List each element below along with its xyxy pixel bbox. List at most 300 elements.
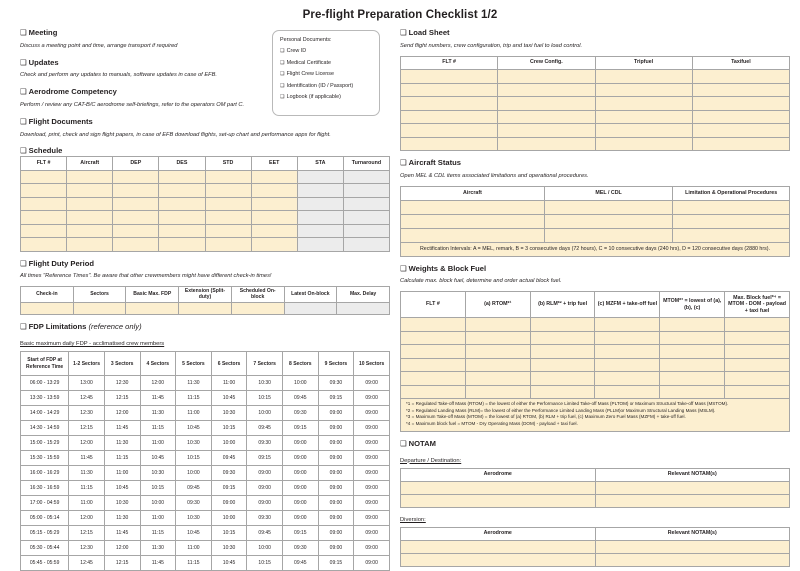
table-cell[interactable] bbox=[401, 200, 545, 214]
load-sheet-table[interactable] bbox=[400, 56, 790, 152]
table-cell: 11:15 bbox=[176, 556, 212, 571]
table-cell[interactable] bbox=[159, 211, 205, 225]
table-cell: 09:00 bbox=[247, 496, 283, 511]
table-cell[interactable] bbox=[660, 358, 725, 372]
table-cell[interactable] bbox=[725, 345, 790, 359]
table-header-row bbox=[21, 352, 390, 376]
column-header: DES bbox=[159, 157, 205, 171]
table-row[interactable] bbox=[401, 372, 790, 386]
table-cell[interactable] bbox=[401, 318, 466, 332]
table-cell[interactable] bbox=[401, 345, 466, 359]
table-cell[interactable] bbox=[692, 124, 789, 138]
table-cell: 12:00 bbox=[69, 436, 105, 451]
table-cell[interactable] bbox=[401, 494, 596, 507]
table-cell[interactable] bbox=[595, 124, 692, 138]
section-title: NOTAM bbox=[408, 438, 436, 448]
checkbox-icon[interactable]: ❑ bbox=[20, 116, 27, 126]
table-cell[interactable] bbox=[205, 184, 251, 198]
table-cell[interactable] bbox=[297, 211, 343, 225]
table-cell[interactable] bbox=[401, 137, 498, 151]
notam-departure-table[interactable] bbox=[400, 468, 790, 508]
right-column bbox=[394, 21, 800, 571]
column-header: 4 Sectors bbox=[140, 352, 176, 376]
table-row[interactable] bbox=[21, 211, 390, 225]
personal-document-item[interactable] bbox=[280, 48, 372, 54]
table-cell[interactable] bbox=[465, 345, 530, 359]
table-cell[interactable] bbox=[337, 302, 390, 315]
table-cell: 11:30 bbox=[176, 376, 212, 391]
weights-block-fuel-table[interactable] bbox=[400, 291, 790, 399]
table-cell: 11:00 bbox=[140, 436, 176, 451]
table-cell[interactable] bbox=[401, 83, 498, 97]
section-description-aerodrome-competency: Perform / review any CAT-B/C aerodrome self-briefings, refer to the operators OM part C. bbox=[20, 101, 245, 108]
table-cell[interactable] bbox=[673, 228, 790, 242]
table-row[interactable] bbox=[401, 481, 790, 494]
table-cell: 10:30 bbox=[140, 466, 176, 481]
table-cell[interactable] bbox=[113, 184, 159, 198]
table-row[interactable] bbox=[21, 238, 390, 252]
flight-duty-period-table[interactable] bbox=[20, 286, 390, 315]
section-description-flight-documents: Download, print, check and sign flight papers, in case of EFB download flights, set-up chart and performance apps for flight. bbox=[20, 131, 331, 138]
table-cell[interactable] bbox=[401, 70, 498, 84]
table-cell: 12:00 bbox=[104, 541, 140, 556]
table-cell: 09:30 bbox=[283, 406, 319, 421]
fdp-limitations-sub-label: Basic maximum daily FDP - acclimatised crew members bbox=[20, 341, 165, 348]
table-cell[interactable] bbox=[297, 184, 343, 198]
table-cell[interactable] bbox=[401, 228, 545, 242]
checkbox-icon[interactable]: ❑ bbox=[400, 158, 407, 168]
table-cell[interactable] bbox=[67, 184, 113, 198]
table-cell: 12:15 bbox=[104, 556, 140, 571]
column-header: Limitation & Operational Procedures bbox=[673, 186, 790, 200]
column-header: Taxifuel bbox=[692, 56, 789, 70]
table-cell[interactable] bbox=[251, 224, 297, 238]
table-cell: 12:30 bbox=[69, 541, 105, 556]
column-header: FLT # bbox=[21, 157, 67, 171]
table-cell: 10:30 bbox=[176, 436, 212, 451]
table-cell: 11:30 bbox=[140, 541, 176, 556]
table-cell[interactable] bbox=[297, 238, 343, 252]
table-cell[interactable] bbox=[660, 345, 725, 359]
table-cell[interactable] bbox=[595, 345, 660, 359]
table-cell: 11:15 bbox=[140, 526, 176, 541]
table-cell: 11:15 bbox=[176, 391, 212, 406]
table-cell[interactable] bbox=[595, 540, 790, 553]
table-row[interactable] bbox=[401, 318, 790, 332]
table-cell[interactable] bbox=[530, 372, 595, 386]
table-cell[interactable] bbox=[205, 238, 251, 252]
table-row[interactable] bbox=[21, 184, 390, 198]
table-cell[interactable] bbox=[343, 224, 389, 238]
column-header: STA bbox=[297, 157, 343, 171]
column-header: (c) MZFM + take-off fuel bbox=[595, 292, 660, 318]
section-description-meeting: Discuss a meeting point and time, arrange transport if required bbox=[20, 42, 178, 49]
column-header: 1-2 Sectors bbox=[69, 352, 105, 376]
table-cell[interactable] bbox=[401, 124, 498, 138]
table-cell: 10:00 bbox=[247, 406, 283, 421]
table-cell: 11:15 bbox=[140, 421, 176, 436]
table-cell[interactable] bbox=[498, 137, 595, 151]
table-cell[interactable] bbox=[401, 358, 466, 372]
table-cell[interactable] bbox=[401, 331, 466, 345]
table-row[interactable] bbox=[401, 494, 790, 507]
table-cell[interactable] bbox=[530, 331, 595, 345]
table-cell: 09:30 bbox=[176, 496, 212, 511]
table-cell[interactable] bbox=[530, 345, 595, 359]
table-row[interactable] bbox=[401, 331, 790, 345]
checkbox-icon[interactable]: ❑ bbox=[400, 28, 407, 37]
table-cell[interactable] bbox=[205, 170, 251, 184]
table-cell[interactable] bbox=[251, 211, 297, 225]
column-header: Aerodrome bbox=[401, 527, 596, 540]
table-cell[interactable] bbox=[465, 372, 530, 386]
table-cell[interactable] bbox=[725, 318, 790, 332]
checkbox-icon[interactable]: ❑ bbox=[20, 87, 27, 97]
table-cell: 09:00 bbox=[354, 511, 390, 526]
table-cell[interactable] bbox=[498, 124, 595, 138]
table-cell[interactable] bbox=[251, 238, 297, 252]
table-cell: 14:00 - 14:29 bbox=[21, 406, 69, 421]
checkbox-icon[interactable]: ❑ bbox=[280, 71, 285, 77]
table-cell[interactable] bbox=[673, 200, 790, 214]
table-cell: 11:30 bbox=[104, 511, 140, 526]
table-cell[interactable] bbox=[595, 318, 660, 332]
table-row[interactable] bbox=[401, 83, 790, 97]
table-cell[interactable] bbox=[67, 224, 113, 238]
personal-documents-box bbox=[272, 30, 380, 116]
table-cell[interactable] bbox=[498, 70, 595, 84]
footnote-line: *2 = Regulated Landing Mass (RLM)= the lowest of either the Performance Limited Landing Mass (PLLM)or Maximum Structural Landing Mass (MSLM). bbox=[406, 407, 716, 413]
table-cell: 09:00 bbox=[354, 496, 390, 511]
table-header-row bbox=[21, 157, 390, 171]
column-header: Extension (Split-duty) bbox=[179, 287, 232, 303]
table-cell[interactable] bbox=[113, 238, 159, 252]
table-cell[interactable] bbox=[343, 184, 389, 198]
table-cell[interactable] bbox=[343, 238, 389, 252]
table-cell[interactable] bbox=[498, 83, 595, 97]
table-cell[interactable] bbox=[725, 358, 790, 372]
checkbox-icon[interactable]: ❑ bbox=[20, 28, 27, 37]
table-cell[interactable] bbox=[21, 224, 67, 238]
table-cell[interactable] bbox=[595, 83, 692, 97]
table-cell[interactable] bbox=[725, 372, 790, 386]
checkbox-icon[interactable]: ❑ bbox=[20, 258, 27, 268]
table-cell: 15:00 - 15:29 bbox=[21, 436, 69, 451]
table-cell[interactable] bbox=[595, 331, 660, 345]
table-cell[interactable] bbox=[205, 224, 251, 238]
table-cell: 10:00 bbox=[211, 436, 247, 451]
table-cell[interactable] bbox=[401, 553, 596, 566]
table-row[interactable] bbox=[401, 97, 790, 111]
table-cell[interactable] bbox=[113, 197, 159, 211]
table-row[interactable] bbox=[401, 214, 790, 228]
table-cell[interactable] bbox=[660, 372, 725, 386]
column-header: Aerodrome bbox=[401, 468, 596, 481]
table-cell[interactable] bbox=[595, 137, 692, 151]
table-cell: 12:30 bbox=[69, 406, 105, 421]
table-cell[interactable] bbox=[725, 385, 790, 399]
personal-document-label: Medical Certificate bbox=[286, 59, 331, 66]
table-cell[interactable] bbox=[251, 197, 297, 211]
footnote-line: *1 = Regulated Take-off Mass (RTOM) = the lowest of either the Performance Limited Take-off Mass (PLTOM) or Maximum Structural Take-off Mass (MSTOM). bbox=[406, 401, 729, 407]
table-cell: 11:15 bbox=[104, 451, 140, 466]
table-cell[interactable] bbox=[113, 224, 159, 238]
checkbox-icon[interactable]: ❑ bbox=[280, 48, 285, 54]
table-cell: 12:15 bbox=[104, 391, 140, 406]
table-cell[interactable] bbox=[465, 385, 530, 399]
checkbox-icon[interactable]: ❑ bbox=[280, 94, 285, 100]
table-cell[interactable] bbox=[21, 211, 67, 225]
table-cell[interactable] bbox=[401, 540, 596, 553]
table-cell: 11:30 bbox=[104, 436, 140, 451]
table-row[interactable] bbox=[401, 110, 790, 124]
table-row[interactable] bbox=[401, 358, 790, 372]
table-cell: 09:00 bbox=[354, 421, 390, 436]
table-cell[interactable] bbox=[465, 318, 530, 332]
column-header: Turnaround bbox=[343, 157, 389, 171]
column-header: Sectors bbox=[73, 287, 126, 303]
section-title: Schedule bbox=[28, 146, 63, 156]
table-cell[interactable] bbox=[343, 197, 389, 211]
checkbox-icon[interactable]: ❑ bbox=[280, 82, 285, 89]
checkbox-icon[interactable]: ❑ bbox=[280, 59, 285, 66]
table-cell[interactable] bbox=[692, 83, 789, 97]
table-cell: 11:45 bbox=[104, 526, 140, 541]
table-row bbox=[21, 526, 390, 541]
table-cell[interactable] bbox=[21, 238, 67, 252]
table-header-row bbox=[401, 527, 790, 540]
table-row[interactable] bbox=[21, 302, 390, 315]
table-cell[interactable] bbox=[113, 211, 159, 225]
table-cell[interactable] bbox=[67, 238, 113, 252]
page-title: Pre-flight Preparation Checklist 1/2 bbox=[302, 9, 498, 21]
table-cell: 09:00 bbox=[247, 466, 283, 481]
personal-document-label: Flight Crew License bbox=[286, 71, 334, 77]
table-cell: 09:00 bbox=[283, 466, 319, 481]
table-cell[interactable] bbox=[401, 214, 545, 228]
aircraft-status-table[interactable] bbox=[400, 186, 790, 257]
table-cell: 10:15 bbox=[140, 481, 176, 496]
table-cell[interactable] bbox=[159, 238, 205, 252]
table-row[interactable] bbox=[401, 200, 790, 214]
table-row bbox=[21, 556, 390, 571]
table-row[interactable] bbox=[401, 385, 790, 399]
table-cell[interactable] bbox=[595, 358, 660, 372]
table-cell: 09:15 bbox=[318, 391, 354, 406]
footnote-line: *4 = Maximum block fuel = MTOM - Dry Operating Mass (DOM) - payload + taxi fuel. bbox=[406, 421, 578, 427]
table-cell[interactable] bbox=[498, 97, 595, 111]
section-title-note: (reference only) bbox=[88, 322, 142, 332]
table-cell: 05:30 - 05:44 bbox=[21, 541, 69, 556]
table-cell[interactable] bbox=[595, 97, 692, 111]
table-row[interactable] bbox=[21, 197, 390, 211]
table-cell: 05:15 - 05:29 bbox=[21, 526, 69, 541]
table-cell[interactable] bbox=[673, 214, 790, 228]
table-cell: 12:30 bbox=[104, 376, 140, 391]
table-row[interactable] bbox=[401, 137, 790, 151]
notam-diversion-label: Diversion: bbox=[400, 516, 426, 523]
table-cell[interactable] bbox=[595, 494, 790, 507]
section-title: Aerodrome Competency bbox=[28, 87, 117, 97]
table-cell[interactable] bbox=[251, 170, 297, 184]
table-cell[interactable] bbox=[401, 481, 596, 494]
table-row[interactable] bbox=[21, 170, 390, 184]
table-cell[interactable] bbox=[530, 358, 595, 372]
column-header: Max. Block fuel*⁴ = MTOM - DOM - payload + taxi fuel bbox=[725, 292, 790, 318]
table-cell[interactable] bbox=[595, 481, 790, 494]
section-heading-weights-block-fuel bbox=[400, 264, 790, 274]
table-cell[interactable] bbox=[692, 137, 789, 151]
table-cell[interactable] bbox=[401, 110, 498, 124]
table-row[interactable] bbox=[401, 540, 790, 553]
table-cell[interactable] bbox=[595, 110, 692, 124]
personal-document-item[interactable] bbox=[280, 83, 372, 89]
table-cell[interactable] bbox=[595, 70, 692, 84]
table-cell: 11:15 bbox=[69, 481, 105, 496]
table-cell[interactable] bbox=[251, 184, 297, 198]
table-cell[interactable] bbox=[530, 385, 595, 399]
table-cell[interactable] bbox=[544, 214, 672, 228]
table-cell[interactable] bbox=[284, 302, 337, 315]
table-cell: 10:15 bbox=[247, 556, 283, 571]
checkbox-icon[interactable]: ❑ bbox=[20, 322, 27, 332]
notam-departure-label: Departure / Destination: bbox=[400, 457, 462, 464]
table-cell[interactable] bbox=[126, 302, 179, 315]
section-description-flight-duty-period: All times "Reference Times". Be aware that other crewmembers might have different check-in times! bbox=[20, 273, 272, 280]
table-cell[interactable] bbox=[179, 302, 232, 315]
table-cell[interactable] bbox=[113, 170, 159, 184]
column-header: MEL / CDL bbox=[544, 186, 672, 200]
personal-document-item[interactable] bbox=[280, 60, 372, 66]
table-row bbox=[21, 376, 390, 391]
personal-document-item[interactable] bbox=[280, 94, 372, 100]
table-cell[interactable] bbox=[73, 302, 126, 315]
table-cell[interactable] bbox=[660, 385, 725, 399]
table-row[interactable] bbox=[401, 553, 790, 566]
table-cell[interactable] bbox=[498, 110, 595, 124]
table-cell: 12:00 bbox=[69, 511, 105, 526]
table-cell[interactable] bbox=[67, 197, 113, 211]
table-cell[interactable] bbox=[159, 197, 205, 211]
table-cell[interactable] bbox=[297, 170, 343, 184]
fdp-limitations-table[interactable] bbox=[20, 351, 390, 571]
table-cell[interactable] bbox=[205, 211, 251, 225]
table-cell[interactable] bbox=[692, 97, 789, 111]
checkbox-icon[interactable]: ❑ bbox=[400, 438, 407, 448]
column-header: (a) RTOM*¹ bbox=[465, 292, 530, 318]
table-cell: 12:45 bbox=[69, 391, 105, 406]
table-cell: 09:00 bbox=[318, 541, 354, 556]
table-cell[interactable] bbox=[725, 331, 790, 345]
table-cell: 09:15 bbox=[211, 481, 247, 496]
table-cell[interactable] bbox=[595, 372, 660, 386]
table-row bbox=[21, 541, 390, 556]
table-cell[interactable] bbox=[544, 200, 672, 214]
table-cell[interactable] bbox=[159, 224, 205, 238]
checkbox-icon[interactable]: ❑ bbox=[400, 263, 407, 273]
table-cell[interactable] bbox=[401, 97, 498, 111]
table-cell: 12:00 bbox=[140, 376, 176, 391]
table-cell: 09:15 bbox=[247, 451, 283, 466]
table-cell: 09:15 bbox=[283, 526, 319, 541]
table-cell[interactable] bbox=[21, 197, 67, 211]
table-cell: 11:00 bbox=[140, 511, 176, 526]
table-cell: 09:00 bbox=[354, 376, 390, 391]
table-cell[interactable] bbox=[343, 170, 389, 184]
table-cell: 10:45 bbox=[211, 391, 247, 406]
table-cell[interactable] bbox=[67, 211, 113, 225]
table-cell: 10:30 bbox=[104, 496, 140, 511]
table-cell[interactable] bbox=[343, 211, 389, 225]
table-cell[interactable] bbox=[692, 110, 789, 124]
table-cell: 09:00 bbox=[354, 436, 390, 451]
table-cell: 09:30 bbox=[211, 466, 247, 481]
table-cell: 13:30 - 13:59 bbox=[21, 391, 69, 406]
table-cell[interactable] bbox=[159, 170, 205, 184]
table-cell[interactable] bbox=[231, 302, 284, 315]
column-header: Crew Config. bbox=[498, 56, 595, 70]
table-cell[interactable] bbox=[465, 331, 530, 345]
table-row[interactable] bbox=[401, 228, 790, 242]
table-cell: 09:00 bbox=[354, 541, 390, 556]
table-cell[interactable] bbox=[205, 197, 251, 211]
table-cell[interactable] bbox=[595, 385, 660, 399]
table-cell[interactable] bbox=[297, 197, 343, 211]
table-cell: 10:00 bbox=[176, 466, 212, 481]
table-row[interactable] bbox=[21, 224, 390, 238]
table-cell: 13:00 bbox=[69, 376, 105, 391]
table-cell[interactable] bbox=[21, 170, 67, 184]
table-cell[interactable] bbox=[692, 70, 789, 84]
section-title: Updates bbox=[28, 57, 59, 67]
table-cell[interactable] bbox=[159, 184, 205, 198]
table-cell[interactable] bbox=[595, 553, 790, 566]
table-footer-row bbox=[401, 242, 790, 256]
table-row bbox=[21, 436, 390, 451]
footnote-line: *3 = Maximum Take-off Mass (MTOM) = the lowest of (a) RTOM, (b) RLM + trip fuel, (c) Maximum Zero Fuel Mass (MZFM) + take-off fuel. bbox=[406, 414, 686, 420]
table-cell: 09:00 bbox=[247, 481, 283, 496]
table-cell[interactable] bbox=[21, 302, 74, 315]
schedule-table[interactable] bbox=[20, 156, 390, 252]
table-cell[interactable] bbox=[530, 318, 595, 332]
table-cell[interactable] bbox=[544, 228, 672, 242]
table-cell[interactable] bbox=[401, 372, 466, 386]
personal-document-item[interactable] bbox=[280, 71, 372, 77]
table-cell[interactable] bbox=[21, 184, 67, 198]
table-cell[interactable] bbox=[465, 358, 530, 372]
table-cell: 09:00 bbox=[354, 466, 390, 481]
checkbox-icon[interactable]: ❑ bbox=[20, 146, 27, 156]
table-row[interactable] bbox=[401, 124, 790, 138]
personal-document-label: Identification (ID / Passport) bbox=[286, 82, 354, 89]
notam-diversion-table[interactable] bbox=[400, 527, 790, 567]
column-header: Latest On-block bbox=[284, 287, 337, 303]
column-header: 8 Sectors bbox=[283, 352, 319, 376]
table-header-row bbox=[401, 186, 790, 200]
table-cell: 11:00 bbox=[211, 376, 247, 391]
table-cell[interactable] bbox=[67, 170, 113, 184]
table-row[interactable] bbox=[401, 345, 790, 359]
table-cell[interactable] bbox=[660, 331, 725, 345]
table-cell[interactable] bbox=[660, 318, 725, 332]
table-cell[interactable] bbox=[297, 224, 343, 238]
table-row bbox=[21, 421, 390, 436]
section-heading-notam bbox=[400, 439, 790, 449]
table-cell: 17:00 - 04:59 bbox=[21, 496, 69, 511]
table-cell[interactable] bbox=[401, 385, 466, 399]
checkbox-icon[interactable]: ❑ bbox=[20, 57, 27, 67]
table-row[interactable] bbox=[401, 70, 790, 84]
